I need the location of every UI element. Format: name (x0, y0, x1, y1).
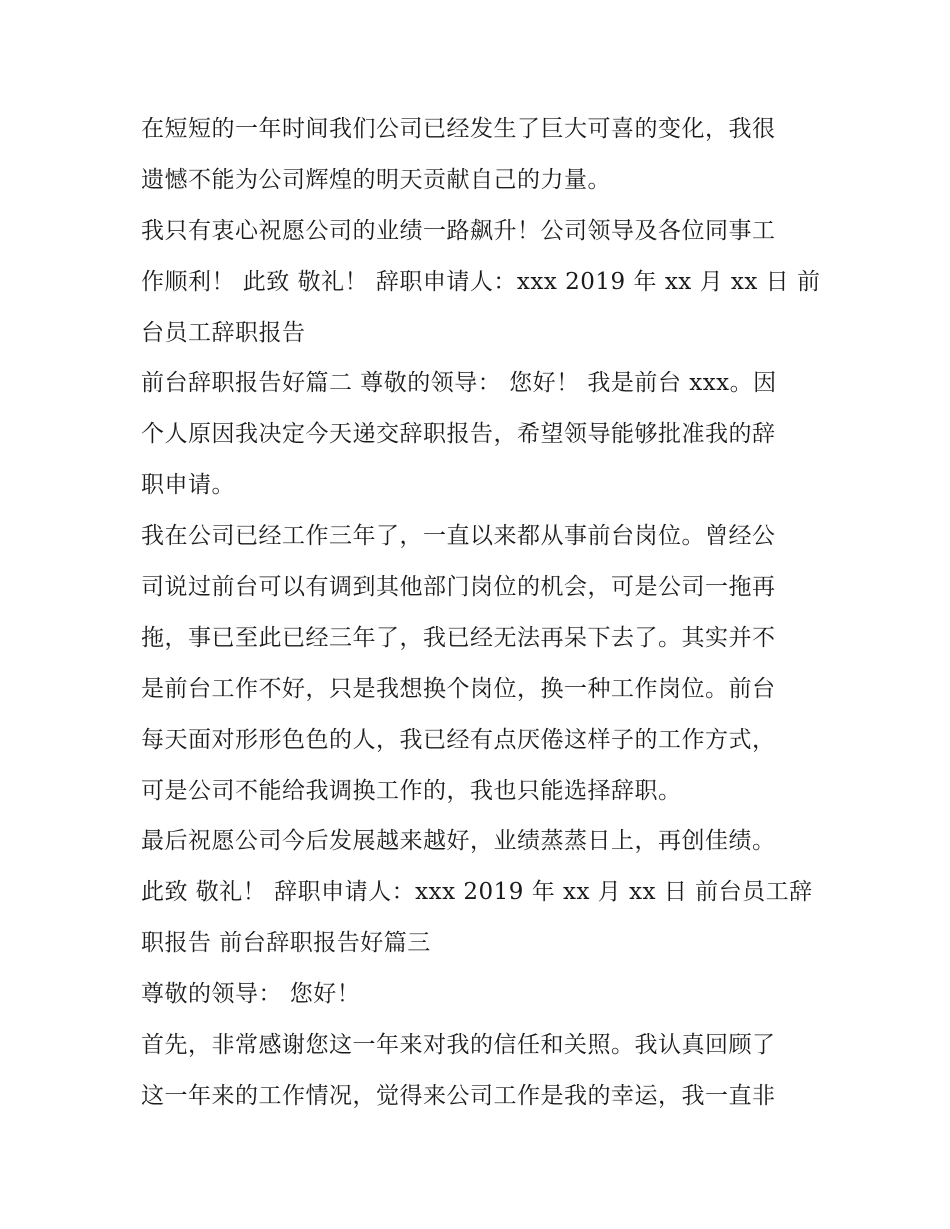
text-line: 尊敬的领导： 您好！ (141, 981, 361, 1008)
text-line: 作顺利！ 此致 敬礼！ 辞职申请人：xxx 2019 年 xx 月 xx 日 前 (141, 268, 821, 295)
text-line: 台员工辞职报告 (141, 319, 306, 346)
paragraph-7 (141, 1020, 816, 1122)
text-line: 此致 敬礼！ 辞职申请人：xxx 2019 年 xx 月 xx 日 前台员工辞 (141, 879, 813, 906)
text-line: 前台辞职报告好篇二 尊敬的领导： 您好！ 我是前台 xxx。因 (141, 370, 777, 397)
text-line: 职报告 前台辞职报告好篇三 (141, 930, 431, 957)
text-line: 首先，非常感谢您这一年来对我的信任和关照。我认真回顾了 (141, 1032, 776, 1059)
paragraph-3 (141, 358, 816, 511)
document-body (141, 104, 821, 1122)
paragraph-5 (141, 816, 816, 969)
text-line: 遗憾不能为公司辉煌的明天贡献自己的力量。 (141, 166, 611, 193)
text-line: 最后祝愿公司今后发展越来越好，业绩蒸蒸日上，再创佳绩。 (141, 828, 776, 855)
text-line: 在短短的一年时间我们公司已经发生了巨大可喜的变化，我很 (141, 116, 776, 142)
text-line: 个人原因我决定今天递交辞职报告，希望领导能够批准我的辞 (141, 421, 776, 448)
text-line: 是前台工作不好，只是我想换个岗位，换一种工作岗位。前台 (141, 675, 776, 702)
paragraph-1 (141, 104, 816, 206)
text-line: 拖，事已至此已经三年了，我已经无法再呆下去了。其实并不 (141, 624, 776, 651)
text-line: 我在公司已经工作三年了，一直以来都从事前台岗位。曾经公 (141, 523, 776, 550)
text-line: 职申请。 (141, 472, 235, 499)
text-line: 可是公司不能给我调换工作的，我也只能选择辞职。 (141, 777, 682, 804)
text-line: 司说过前台可以有调到其他部门岗位的机会，可是公司一拖再 (141, 574, 776, 601)
paragraph-4 (141, 511, 816, 816)
text-line: 这一年来的工作情况，觉得来公司工作是我的幸运，我一直非 (141, 1082, 776, 1109)
paragraph-2 (141, 206, 821, 359)
text-line: 每天面对形形色色的人，我已经有点厌倦这样子的工作方式， (141, 726, 776, 753)
paragraph-6 (141, 969, 816, 1020)
text-line: 我只有衷心祝愿公司的业绩一路飙升！公司领导及各位同事工 (141, 217, 776, 244)
